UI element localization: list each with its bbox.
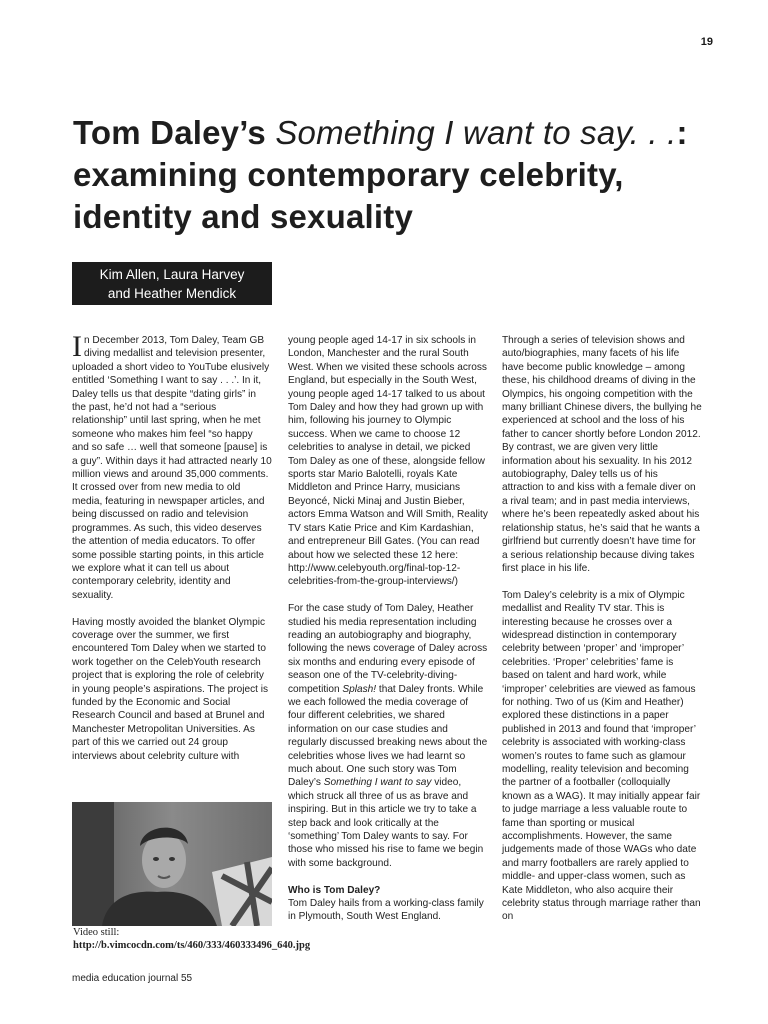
col2-p2-text-c: video, which struck all three of us as brave and inspiring. But in this article we try to take a step back and look critically at the ‘something’ Tom Daley wants to say. For those who missed his rise to fame we begin with some background. [288, 777, 484, 869]
authors-line-2: and Heather Mendick [107, 286, 237, 301]
journal-footer: media education journal 55 [72, 973, 193, 984]
title-italic: Something I want to say. . . [275, 114, 677, 151]
section-subheading: Who is Tom Daley? [288, 884, 381, 896]
column-1 [72, 330, 272, 776]
column-3 [502, 334, 702, 937]
image-caption [73, 926, 311, 952]
col2-p2-italic-1: Splash! [342, 683, 377, 695]
col3-paragraph-2: Tom Daley’s celebrity is a mix of Olympic medallist and Reality TV star. This is interesting because he crosses over a widespread distinction in contemporary celebrity between ‘proper’ and ‘improper’ celebrities. ‘Proper’ celebrities’ fame is based on talent and hard work, while ‘improper’ celebrities are viewed as famous for nothing. Two of us (Kim and Heather) explored these distinctions in a paper published in 2013 and found that ‘improper’ celebrity is associated with working-class women’s routes to fame such as glamour modelling, reality television and becoming the partner of a footballer (colloquially known as a WAG). It may initially appear fair to judge marriage a less valuable route to fame than sporting or musical accomplishments. However, the same judgements made of those WAGs who date and marry footballers are rarely applied to middle- and upper-class women, such as Kate Middleton, who also acquire their celebrity status through marriage rather than on [502, 589, 701, 923]
caption-url: http://b.vimcocdn.com/ts/460/333/460333496_640.jpg [73, 940, 311, 951]
column-2 [288, 334, 488, 937]
col2-p2-text-b: that Daley fronts. While we each followed the media coverage of four different celebrities, we shared information on our case studies and regularly discussed breaking news about the celebrities whose lives we had learnt so much about. One such story was Tom Daley’s [288, 683, 488, 789]
authors-line-1: Kim Allen, Laura Harvey [99, 267, 245, 282]
page-number: 19 [700, 36, 713, 48]
caption-label: Video still: [73, 927, 120, 938]
col2-paragraph-1: young people aged 14-17 in six schools in London, Manchester and the rural South West. When we visited these schools across England, but especially in the South West, young people aged 14-17 talked to us about Tom Daley and how they had grown up with him, following his journey to Olympic success. When we came to choose 12 celebrities to analyse in detail, we picked Tom Daley as one of these, alongside fellow sports star Mario Balotelli, royals Kate Middleton and Prince Harry, musicians Beyoncé, Nicki Minaj and Justin Bieber, actors Emma Watson and Will Smith, Reality TV stars Katie Price and Kim Kardashian, and entrepreneur Bill Gates. (You can read about how we selected these 12 here: http://www.celebyouth.org/final-top-12-celebrities-from-the-group-interviews/) [288, 335, 488, 588]
col3-paragraph-1: Through a series of television shows and auto/biographies, many facets of his life have become public knowledge – among these, his childhood dreams of diving in the Olympics, his ongoing competition with the many brilliant Chinese divers, the bullying he experienced at school and the loss of his father to cancer shortly before London 2012. By contrast, we are given very little information about his sexuality. In his 2012 autobiography, Daley tells us of his attraction to and kiss with a female diver on a rival team; and in past media interviews, where he’s been repeatedly asked about his relationship status, he’s said that he wants a girlfriend but currently doesn’t have time for a serious relationship because diving takes first place in his life. [502, 335, 702, 574]
drop-cap: I [72, 330, 82, 363]
col2-p2-italic-2: Something I want to say [323, 777, 432, 789]
authors-box [72, 262, 272, 305]
col2-paragraph-2 [288, 602, 488, 870]
col2-p2-text-a: For the case study of Tom Daley, Heather studied his media representation including reading an autobiography and biography, following the news coverage of Daley across six months and enduring every episode of season one of the TV-celebrity-diving-competition [288, 603, 488, 695]
article-title [73, 112, 713, 238]
title-part-1: Tom Daley’s [73, 114, 276, 151]
col1-paragraph-1 [72, 330, 272, 602]
video-still-image [72, 802, 272, 926]
col1-paragraph-2: Having mostly avoided the blanket Olympic coverage over the summer, we first encountered Tom Daley when we started to work together on the CelebYouth research project that is exploring the role of celebrity in young people’s aspirations. The project is funded by the Economic and Social Research Council and based at Brunel and Manchester Metropolitan Universities. As part of this we carried out 24 group interviews about celebrity culture with [72, 616, 269, 762]
col1-p1-text: n December 2013, Tom Daley, Team GB diving medallist and television presenter, uploaded a short video to YouTube elusively entitled ‘Something I want to say . . .’. In it, Daley tells us that despite “dating girls” in the past, he’d not had a “serious relationship” until last spring, when he met someone who makes him feel “so happy and so safe … well that someone [pause] is a guy”. Within days it had attracted nearly 10 million views and around 35,000 comments. It crossed over from new media to old media, featuring in newspaper articles, and being discussed on radio and television programmes. As such, this video deserves the attention of media educators. To offer some possible starting points, in this article we explore what it can tell us about contemporary celebrity, identity and sexuality. [72, 335, 272, 601]
col2-paragraph-3: Tom Daley hails from a working-class family in Plymouth, South West England. [288, 898, 484, 923]
title-part-2: : examining contemporary celebrity, identity and sexuality [73, 114, 688, 235]
video-still-graphic [72, 802, 272, 926]
